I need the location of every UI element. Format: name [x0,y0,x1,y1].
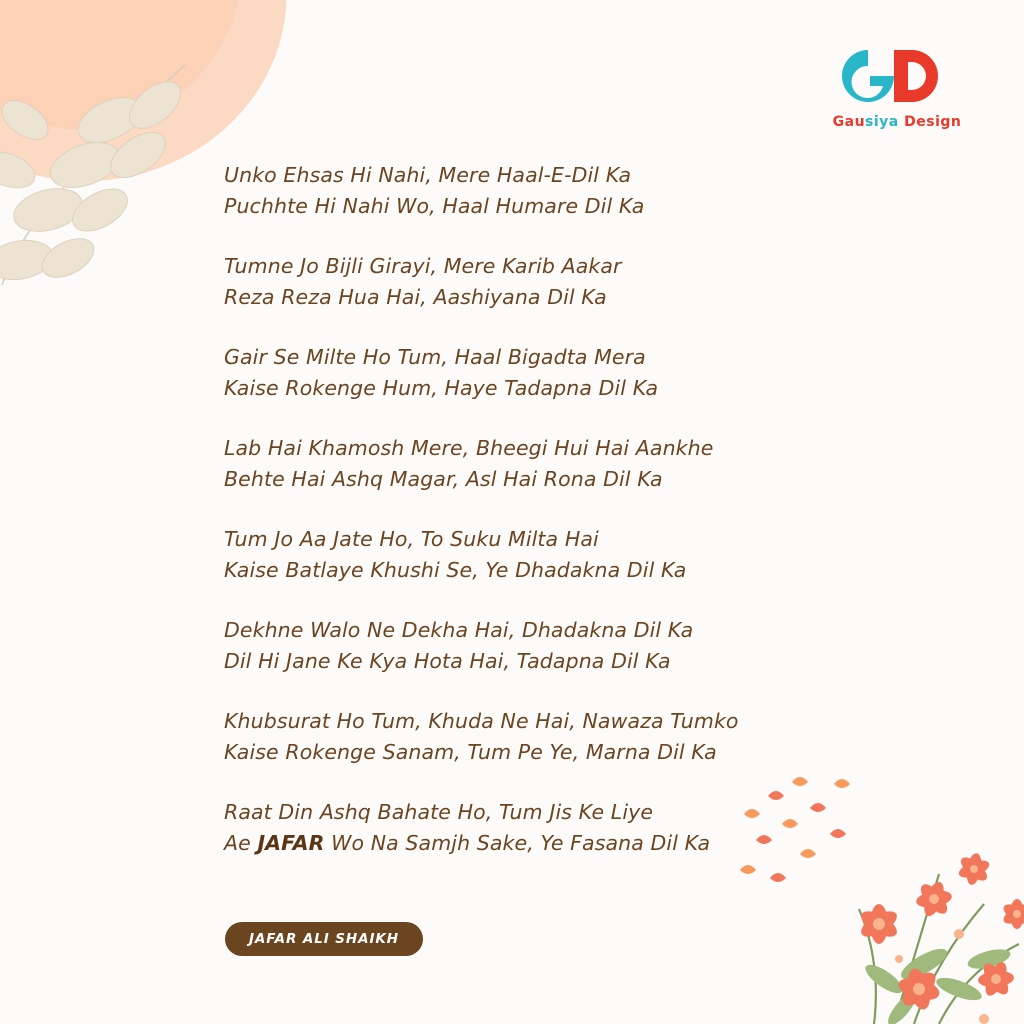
author-badge: JAFAR ALI SHAIKH [225,922,423,956]
poem-line: Dekhne Walo Ne Dekha Hai, Dhadakna Dil Ka [224,618,694,642]
poem-line: Behte Hai Ashq Magar, Asl Hai Rona Dil Ka [224,467,663,491]
stanza [224,706,864,768]
flower-bouquet-decoration [774,774,1024,1024]
poem-line: Khubsurat Ho Tum, Khuda Ne Hai, Nawaza Tumko [224,709,739,733]
stanza [224,251,864,313]
poem-line: Kaise Rokenge Sanam, Tum Pe Ye, Marna Dil Ka [224,740,717,764]
stanza [224,615,864,677]
poem-line: Gair Se Milte Ho Tum, Haal Bigadta Mera [224,345,646,369]
logo-caption [822,114,972,130]
poem-line: Tum Jo Aa Jate Ho, To Suku Milta Hai [224,527,599,551]
brand-logo [822,40,972,130]
logo-caption-mid: siya [865,114,899,130]
line-prefix: Ae [224,831,258,855]
stanza [224,160,864,222]
stanza [224,433,864,495]
logo-mark [822,40,972,112]
poem-line: Kaise Batlaye Khushi Se, Ye Dhadakna Dil Ka [224,558,687,582]
poem-line: Raat Din Ashq Bahate Ho, Tum Jis Ke Liye [224,800,654,824]
stanza [224,524,864,586]
poet-pen-name: JAFAR [257,831,325,855]
poem-line: Lab Hai Khamosh Mere, Bheegi Hui Hai Aankhe [224,436,714,460]
poem-line: Reza Reza Hua Hai, Aashiyana Dil Ka [224,285,607,309]
poem-line: Kaise Rokenge Hum, Haye Tadapna Dil Ka [224,376,659,400]
poem-line: Unko Ehsas Hi Nahi, Mere Haal-E-Dil Ka [224,163,632,187]
poem-line: Dil Hi Jane Ke Kya Hota Hai, Tadapna Dil Ka [224,649,671,673]
logo-caption-left: Gau [832,114,866,130]
poem-line: Puchhte Hi Nahi Wo, Haal Humare Dil Ka [224,194,645,218]
logo-caption-right: Design [898,114,962,130]
poem-line: Tumne Jo Bijli Girayi, Mere Karib Aakar [224,254,622,278]
line-suffix: Wo Na Samjh Sake, Ye Fasana Dil Ka [324,831,711,855]
stanza [224,342,864,404]
